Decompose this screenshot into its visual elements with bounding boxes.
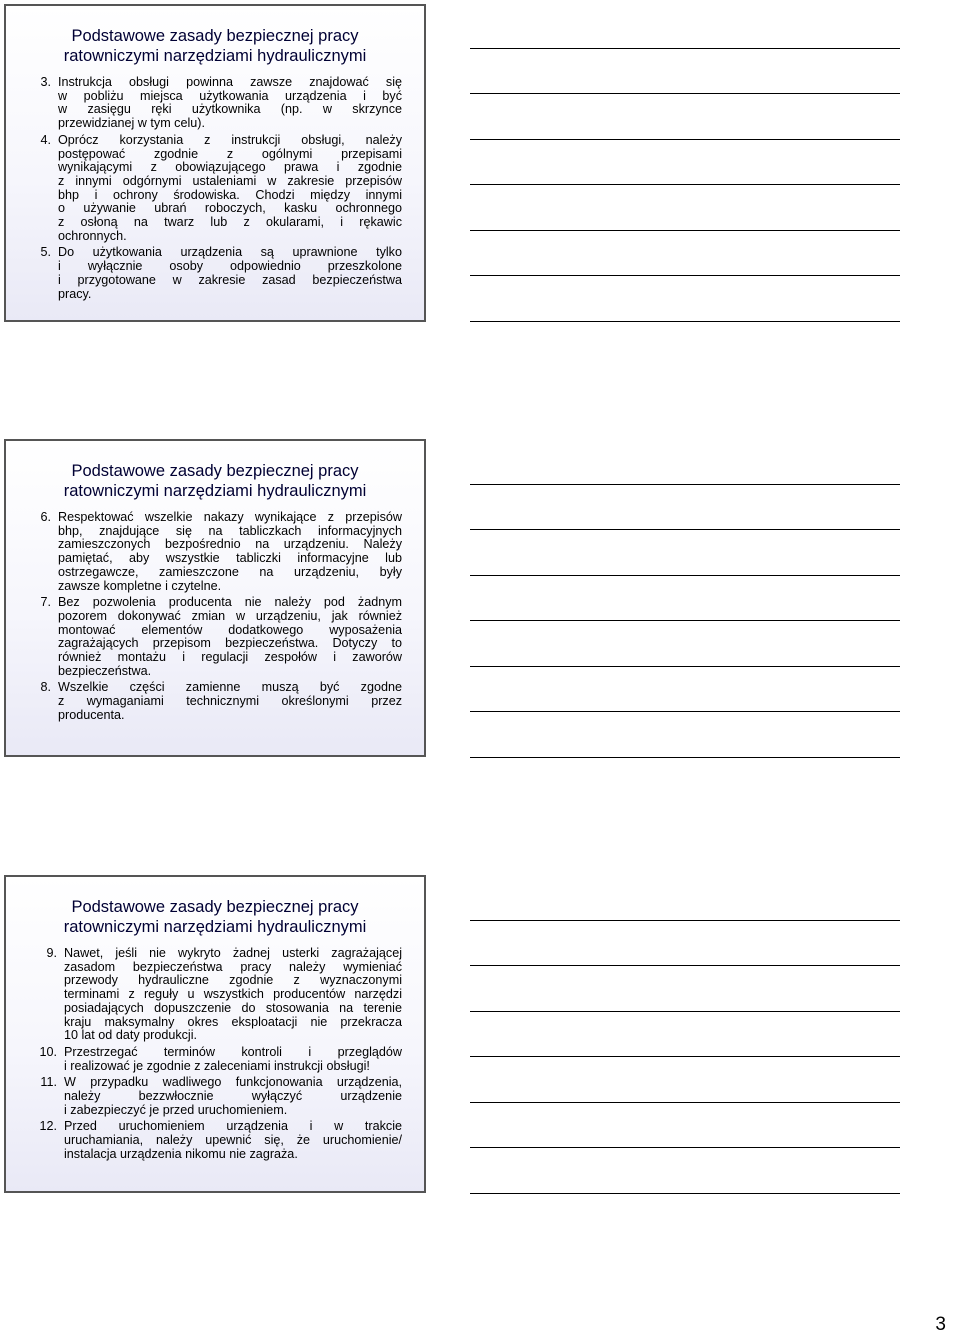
text-line: bhp i ochrony środowiska. Chodzi między innymi xyxy=(58,187,402,202)
title-line: Podstawowe zasady bezpiecznej pracy xyxy=(71,462,359,480)
note-line xyxy=(470,1193,900,1194)
item-number: 6. xyxy=(40,510,51,524)
list-item xyxy=(6,1046,402,1073)
note-line xyxy=(470,1056,900,1057)
item-number: 3. xyxy=(40,75,51,89)
item-text xyxy=(52,681,402,722)
list-item xyxy=(6,681,402,722)
note-line xyxy=(470,666,900,667)
text-line: zawsze kompletne i czytelne. xyxy=(58,578,222,593)
slide-title xyxy=(6,897,424,937)
text-line: należy bezzwłocznie wyłączyć urządzenie xyxy=(64,1089,402,1104)
text-line: ostrzegawcze, zamieszczone na urządzeniu, były xyxy=(58,564,402,579)
rules-list xyxy=(6,511,424,723)
text-line: o używanie ubrań roboczych, kasku ochronnego xyxy=(58,201,402,216)
text-line: zagrażających przepisom bezpieczeństwa. Dotyczy to xyxy=(58,636,402,651)
note-line xyxy=(470,620,900,621)
item-number: 12. xyxy=(39,1119,57,1134)
text-line: Respektować wszelkie nakazy wynikające z przepisów xyxy=(58,510,402,524)
slide-2 xyxy=(4,439,426,757)
item-text xyxy=(58,947,402,1043)
note-line xyxy=(470,1011,900,1012)
note-line xyxy=(470,757,900,758)
title-line: ratowniczymi narzędziami hydraulicznymi xyxy=(63,47,367,65)
list-item xyxy=(6,947,402,1043)
text-line: i zabezpieczyć je przed uruchomieniem. xyxy=(64,1102,288,1117)
text-line: pamiętać, aby wszystkie tabliczki informacyjne lub xyxy=(58,551,402,566)
text-line: terminami z reguły u wszystkich producentów narzędzi xyxy=(64,987,402,1002)
list-item xyxy=(6,246,402,301)
text-line: bhp, znajdujące się na tabliczkach informacyjnych xyxy=(58,523,402,538)
text-line: Przed uruchomieniem urządzenia i w trakcie xyxy=(64,1119,402,1134)
item-number: 8. xyxy=(40,680,51,695)
text-line: również montażu i regulacji zespołów i zaworów xyxy=(58,650,402,665)
text-line: wynikającymi z obowiązującego prawa i zgodnie xyxy=(58,160,402,175)
rules-list xyxy=(6,947,424,1162)
text-line: pozorem dokonywać zmian w urządzeniu, jak również xyxy=(58,608,402,623)
note-line xyxy=(470,575,900,576)
title-line: ratowniczymi narzędziami hydraulicznymi xyxy=(63,482,367,500)
text-line: Przestrzegać terminów kontroli i przeglądów xyxy=(64,1044,402,1059)
slide-3 xyxy=(4,875,426,1193)
note-line xyxy=(470,484,900,485)
slide-title xyxy=(6,26,424,66)
text-line: pracy. xyxy=(58,286,92,301)
text-line: producenta. xyxy=(58,707,125,722)
text-line: i wyłącznie osoby odpowiednio przeszkolone xyxy=(58,259,402,274)
list-item xyxy=(6,511,402,593)
item-number: 5. xyxy=(40,245,51,260)
item-text xyxy=(52,134,402,244)
item-text xyxy=(52,511,402,593)
rules-list xyxy=(6,76,424,301)
note-line xyxy=(470,529,900,530)
text-line: postępować zgodnie z ogólnymi przepisami xyxy=(58,146,402,161)
text-line: przewidzianej w tym celu). xyxy=(58,116,205,131)
text-line: przewody hydrauliczne zgodnie z wyznaczonymi xyxy=(64,973,402,988)
note-line xyxy=(470,965,900,966)
item-number: 10. xyxy=(39,1044,57,1059)
list-item xyxy=(6,1076,402,1117)
text-line: i przygotowane w zakresie zasad bezpieczeństwa xyxy=(58,272,402,287)
text-line: i realizować je zgodnie z zaleceniami instrukcji obsługi! xyxy=(64,1058,370,1073)
item-number: 11. xyxy=(40,1075,57,1090)
text-line: z wymaganiami technicznymi określonymi przez xyxy=(58,694,402,709)
text-line: posiadających dopuszczenie do stosowania na terenie xyxy=(64,1000,402,1015)
item-text xyxy=(52,76,402,131)
note-line xyxy=(470,230,900,231)
note-line xyxy=(470,920,900,921)
item-number: 4. xyxy=(40,132,51,147)
slide-title xyxy=(6,461,424,501)
text-line: uruchamiania, należy upewnić się, że uruchomienie/ xyxy=(64,1133,402,1148)
slide-1 xyxy=(4,4,426,322)
item-text xyxy=(52,246,402,301)
item-text xyxy=(52,596,402,678)
note-line xyxy=(470,1147,900,1148)
text-line: kraju maksymalny okres eksploatacji nie przekracza xyxy=(64,1014,402,1029)
list-item xyxy=(6,134,402,244)
text-line: z innymi odgórnymi ustaleniami w zakresie przepisów xyxy=(58,173,402,188)
text-line: w zasięgu ręki użytkownika (np. w skrzynce xyxy=(58,102,402,117)
text-line: w pobliżu miejsca użytkowania urządzenia i być xyxy=(58,88,402,103)
note-line xyxy=(470,93,900,94)
note-line xyxy=(470,711,900,712)
text-line: ochronnych. xyxy=(58,228,127,243)
item-text xyxy=(58,1076,402,1117)
note-line xyxy=(470,321,900,322)
note-line xyxy=(470,139,900,140)
page-number: 3 xyxy=(935,1314,946,1335)
text-line: zasadom bezpieczeństwa pracy należy wymieniać xyxy=(64,959,402,974)
note-line xyxy=(470,275,900,276)
list-item xyxy=(6,1120,402,1161)
text-line: Do użytkowania urządzenia są uprawnione tylko xyxy=(58,245,402,260)
text-line: montować elementów dodatkowego wyposażenia xyxy=(58,622,402,637)
text-line: Bez pozwolenia producenta nie należy pod żadnym xyxy=(58,595,402,610)
text-line: 10 lat od daty produkcji. xyxy=(64,1028,198,1043)
item-text xyxy=(58,1046,402,1073)
item-text xyxy=(58,1120,402,1161)
text-line: bezpieczeństwa. xyxy=(58,663,152,678)
text-line: Wszelkie części zamienne muszą być zgodne xyxy=(58,680,402,695)
list-item xyxy=(6,596,402,678)
text-line: zamieszczonych bezpośrednio na urządzeniu. Należy xyxy=(58,537,402,552)
title-line: ratowniczymi narzędziami hydraulicznymi xyxy=(63,918,367,936)
note-line xyxy=(470,1102,900,1103)
list-item xyxy=(6,76,402,131)
text-line: Oprócz korzystania z instrukcji obsługi, należy xyxy=(58,132,402,147)
text-line: instalacja urządzenia nikomu nie zagraża. xyxy=(64,1146,298,1161)
note-line xyxy=(470,184,900,185)
item-number: 7. xyxy=(40,595,51,610)
text-line: Nawet, jeśli nie wykryto żadnej usterki zagrażającej xyxy=(64,946,402,960)
item-number: 9. xyxy=(46,946,57,960)
title-line: Podstawowe zasady bezpiecznej pracy xyxy=(71,27,359,45)
text-line: W przypadku wadliwego funkcjonowania urządzenia, xyxy=(64,1075,402,1090)
note-line xyxy=(470,48,900,49)
text-line: z osłoną na twarz lub z okularami, i rękawic xyxy=(58,215,402,230)
text-line: Instrukcja obsługi powinna zawsze znajdować się xyxy=(58,75,402,89)
title-line: Podstawowe zasady bezpiecznej pracy xyxy=(71,898,359,916)
